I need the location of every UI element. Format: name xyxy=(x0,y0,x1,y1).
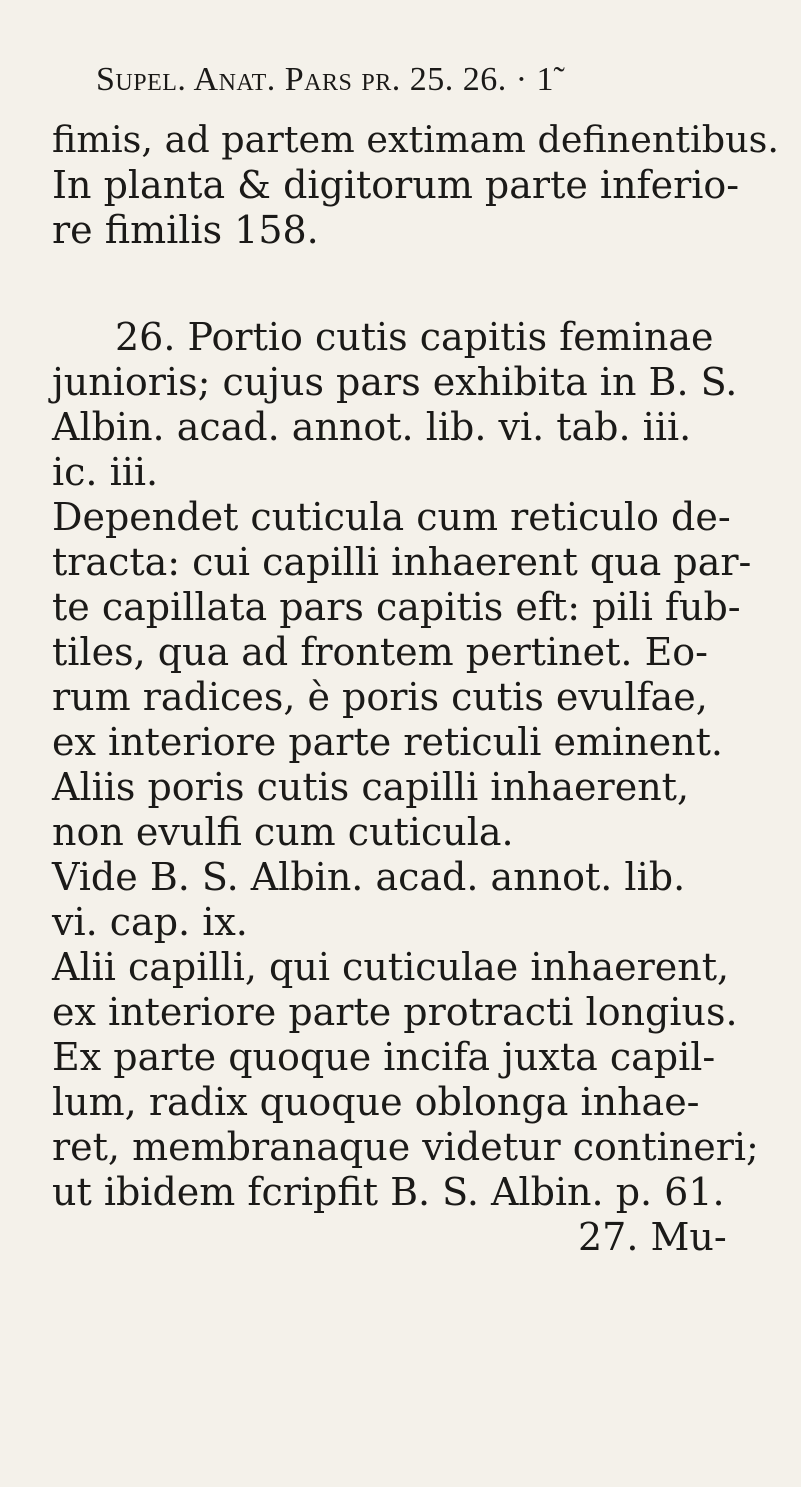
catchword: 27. Mu- xyxy=(578,1215,727,1259)
text-line-16: Vide B. S. Albin. acad. annot. lib. xyxy=(52,855,686,899)
text-line-5: junioris; cujus pars exhibita in B. S. xyxy=(52,360,738,404)
text-line-9: tracta: cui capilli inhaerent qua par- xyxy=(52,540,752,584)
text-line-21: lum, radix quoque oblonga inhae- xyxy=(52,1080,700,1124)
text-line-17: vi. cap. ix. xyxy=(52,900,248,944)
text-line-15: non evulfi cum cuticula. xyxy=(52,810,514,854)
text-line-19: ex interiore parte protracti longius. xyxy=(52,990,738,1034)
running-header: Supel. Anat. Pars pr. 25. 26. · 1̃ xyxy=(96,61,555,98)
section-heading-26: 26. Portio cutis capitis feminae xyxy=(115,315,714,359)
text-line-22: ret, membranaque videtur contineri; xyxy=(52,1125,759,1169)
text-line-3: re fimilis 158. xyxy=(52,208,319,252)
text-line-20: Ex parte quoque incifa juxta capil- xyxy=(52,1035,716,1079)
text-line-1: fimis, ad partem extimam definentibus. xyxy=(52,118,779,161)
text-line-2: In planta & digitorum parte inferio- xyxy=(52,163,740,207)
text-line-11: tiles, qua ad frontem pertinet. Eo- xyxy=(52,630,709,674)
text-line-18: Alii capilli, qui cuticulae inhaerent, xyxy=(52,945,730,989)
text-line-10: te capillata pars capitis eft: pili fub- xyxy=(52,585,741,629)
text-line-6: Albin. acad. annot. lib. vi. tab. iii. xyxy=(52,405,692,449)
text-line-8: Dependet cuticula cum reticulo de- xyxy=(52,495,731,539)
text-line-14: Aliis poris cutis capilli inhaerent, xyxy=(52,765,690,809)
text-line-12: rum radices, è poris cutis evulfae, xyxy=(52,675,708,719)
text-line-23: ut ibidem fcripfit B. S. Albin. p. 61. xyxy=(52,1170,725,1214)
text-line-7: ic. iii. xyxy=(52,450,159,494)
text-line-13: ex interiore parte reticuli eminent. xyxy=(52,720,723,764)
